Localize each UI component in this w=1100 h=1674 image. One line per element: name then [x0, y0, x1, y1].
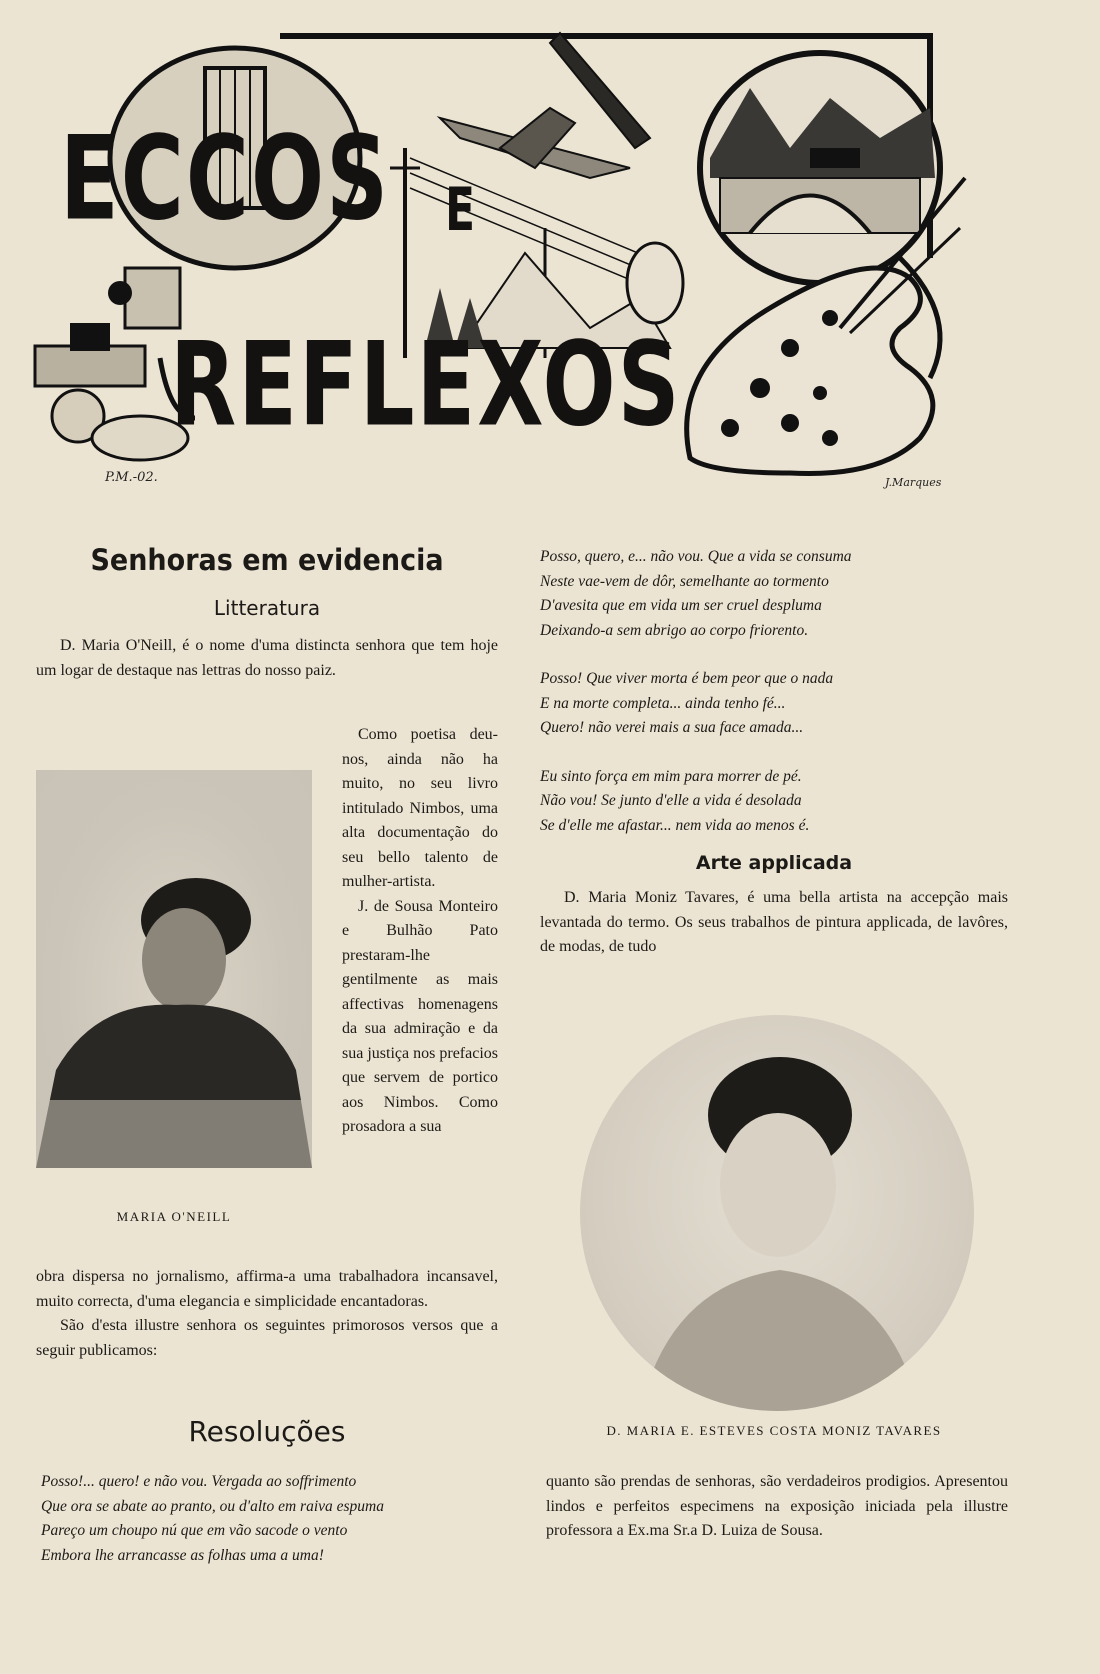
poem-stanza-4	[540, 765, 1008, 839]
portrait-maria-moniz-tavares	[580, 1015, 974, 1411]
masthead-word-reflexos: REFLEXOS	[170, 318, 682, 453]
poem-title: Resoluções	[188, 1415, 346, 1448]
portrait-maria-oneill	[36, 770, 312, 1168]
intro-paragraph: D. Maria O'Neill, é o nome d'uma distincta senhora que tem hoje um logar de destaque nas lettras do nosso paiz.	[36, 637, 498, 679]
poem-line: E na morte completa... ainda tenho fé...	[540, 694, 786, 712]
after-wrap-block	[36, 1265, 498, 1363]
masthead-illustration	[30, 28, 1000, 498]
signature-left: P.M.-02.	[105, 470, 158, 485]
poem-line: Posso! Que viver morta é bem peor que o nada	[540, 670, 834, 687]
after-wrap-paragraph-2: São d'esta illustre senhora os seguintes primorosos versos que a seguir publicamos:	[36, 1317, 498, 1359]
arte-paragraph-2: quanto são prendas de senhoras, são verdadeiros prodigios. Apresentou lindos e perfeitos especimens na exposição iniciada pela illustre professora a Ex.ma Sr.a D. Luiza de Sousa.	[546, 1473, 1008, 1539]
poem-line: Deixando-a sem abrigo ao corpo friorento.	[540, 621, 809, 639]
portrait-left-figure	[36, 770, 312, 1168]
arte-paragraph-1: D. Maria Moniz Tavares, é uma bella artista na accepção mais levantada do termo. Os seus trabalhos de pintura applicada, de lavôres, de modas, de tudo	[540, 889, 1008, 955]
poem-line: Embora lhe arrancasse as folhas uma a uma!	[41, 1546, 324, 1564]
left-column	[36, 543, 498, 1564]
signature-right: J.Marques	[885, 476, 942, 489]
masthead-word-e: E	[445, 176, 478, 245]
caption-maria-moniz-tavares: D. MARIA E. ESTEVES COSTA MONIZ TAVARES	[606, 1423, 942, 1438]
poem-line: Pareço um choupo nú que em vão sacode o vento	[41, 1522, 348, 1539]
poem-line: Neste vae-vem de dôr, semelhante ao tormento	[540, 572, 829, 590]
after-wrap-paragraph-1: obra dispersa no jornalismo, affirma-a uma trabalhadora incansavel, muito correcta, d'uma elegancia e simplicidade encantadoras.	[36, 1268, 498, 1310]
caption-maria-oneill: MARIA O'NEILL	[116, 1209, 232, 1224]
poem-line: Que ora se abate ao pranto, ou d'alto em raiva espuma	[41, 1497, 384, 1515]
wrapped-text-block	[342, 723, 498, 1140]
poem-line: Posso, quero, e... não vou. Que a vida se consuma	[540, 548, 852, 565]
wrap-paragraph-2: J. de Sousa Monteiro e Bulhão Pato prestaram-lhe gentilmente as mais affectivas homenagens da sua admiração e da sua justiça nos prefacios que servem de portico aos Nimbos. Como prosadora a sua	[342, 897, 498, 1135]
poem-line: Posso!... quero! e não vou. Vergada ao soffrimento	[41, 1473, 357, 1490]
poem-stanza-2	[540, 545, 1008, 643]
poem-line: Não vou! Se junto d'elle a vida é desolada	[540, 792, 802, 809]
right-column	[540, 545, 1008, 1539]
wrap-paragraph-1: Como poetisa deu-nos, ainda não ha muito, no seu livro intitulado Nimbos, uma alta documentação do seu bello talento de mulher-artista.	[342, 726, 498, 890]
arte-continuation	[546, 1470, 1008, 1544]
section-title: Senhoras em evidencia	[90, 543, 444, 578]
subsection-litteratura: Litteratura	[213, 596, 321, 620]
poem-line: Se d'elle me afastar... nem vida ao menos é.	[540, 816, 810, 834]
poem-stanza-1	[41, 1470, 501, 1568]
poem-line: Quero! não verei mais a sua face amada...	[540, 719, 804, 736]
portrait-right-figure	[580, 1015, 974, 1411]
poem-line: Eu sinto força em mim para morrer de pé.	[540, 767, 802, 785]
masthead-word-eccos: ECCOS	[60, 112, 391, 247]
poem-stanza-3	[540, 667, 1008, 741]
poem-line: D'avesita que em vida um ser cruel desplumа	[540, 597, 822, 614]
subsection-arte-applicada: Arte applicada	[695, 852, 853, 874]
